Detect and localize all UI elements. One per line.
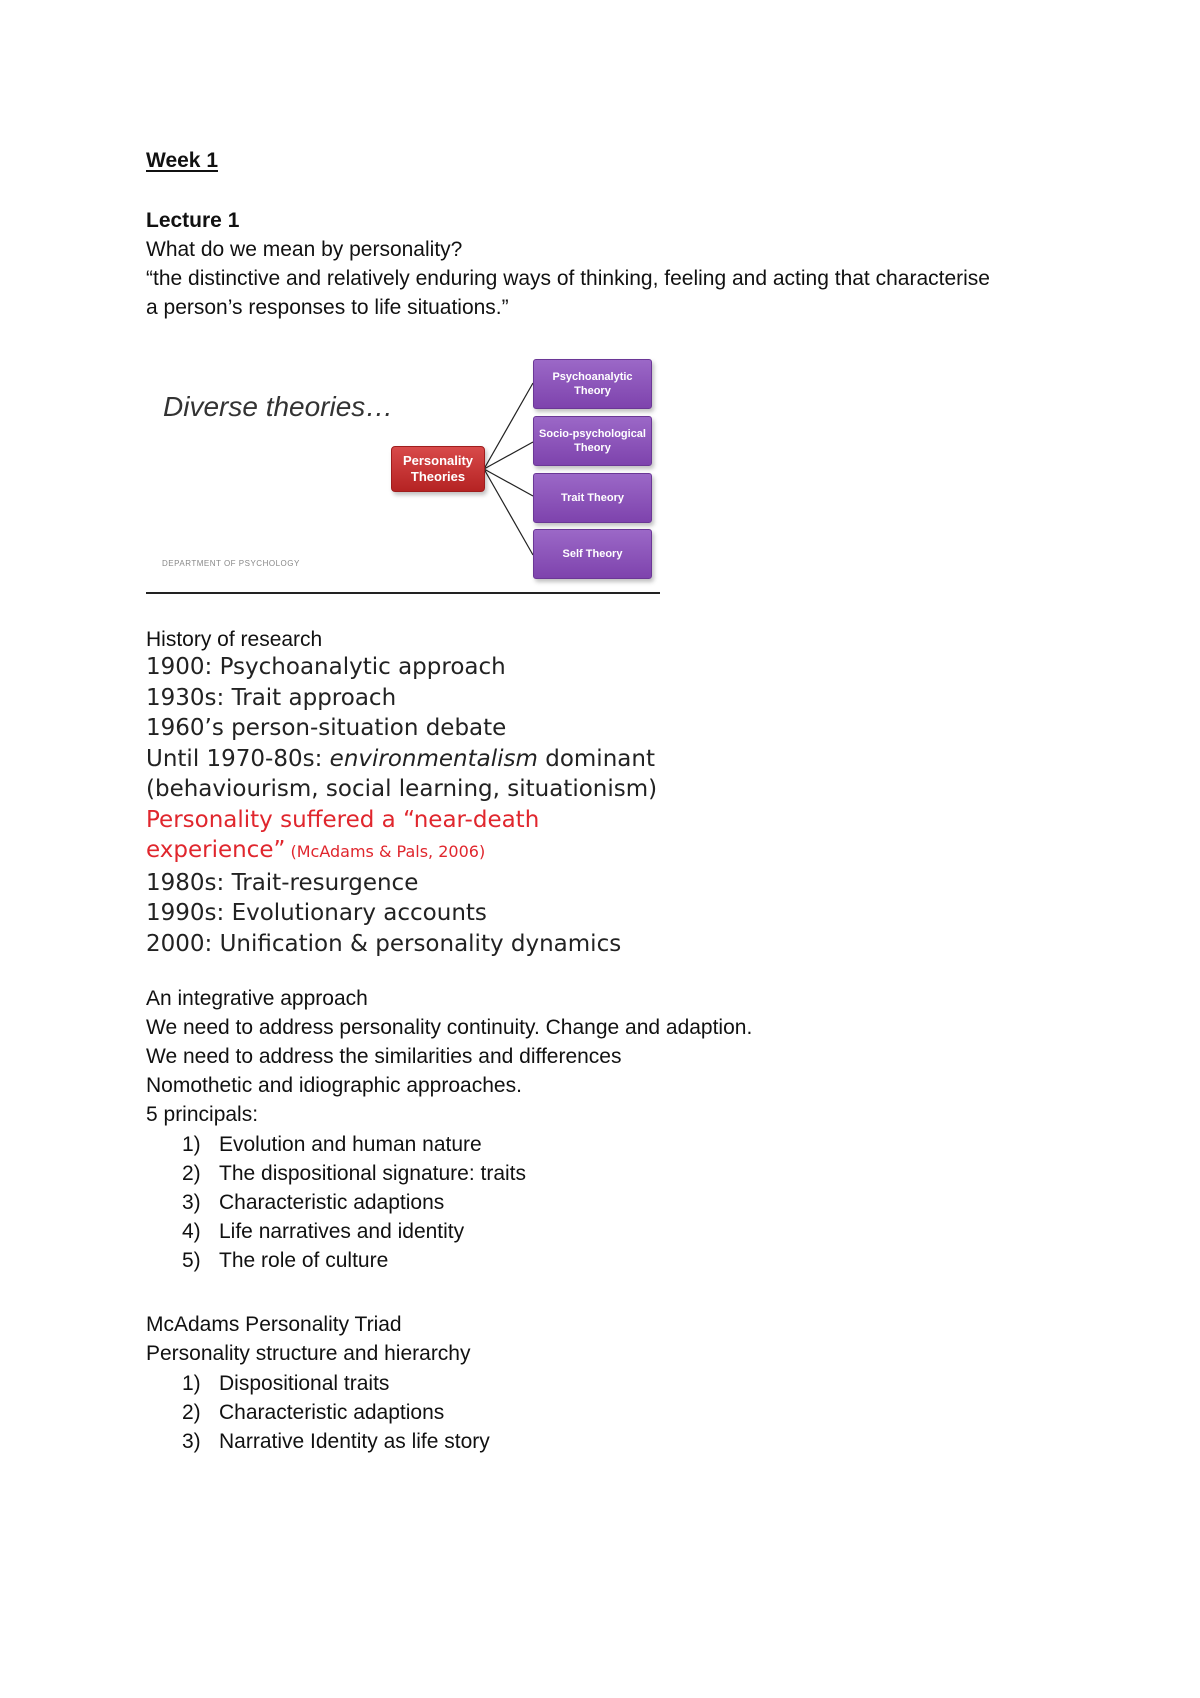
principle-3 — [182, 1188, 444, 1217]
environmentalism-prefix: Until 1970-80s: — [146, 745, 330, 772]
lecture-heading: Lecture 1 — [146, 209, 240, 232]
week-heading: Week 1 — [146, 149, 218, 172]
principle-text: The dispositional signature: traits — [219, 1162, 526, 1185]
principle-text: Evolution and human nature — [219, 1133, 482, 1156]
history-item-1960s: 1960’s person-situation debate — [146, 715, 507, 741]
self-theory-box: Self Theory — [533, 529, 652, 579]
triad-number: 3) — [182, 1430, 201, 1453]
slide-footer: DEPARTMENT OF PSYCHOLOGY — [162, 559, 300, 568]
principle-number: 4) — [182, 1220, 201, 1243]
slide-title: Diverse theories… — [163, 391, 394, 422]
principle-4 — [182, 1217, 464, 1246]
triad-text: Characteristic adaptions — [219, 1401, 445, 1424]
history-item-1990s: 1990s: Evolutionary accounts — [146, 900, 487, 926]
near-death-line-2 — [146, 835, 676, 868]
history-item-1900: 1900: Psychoanalytic approach — [146, 654, 506, 680]
principle-5 — [182, 1246, 388, 1275]
history-item-2000: 2000: Unification & personality dynamics — [146, 930, 622, 957]
principle-number: 1) — [182, 1133, 201, 1156]
environmentalism-suffix: dominant — [537, 745, 655, 772]
principle-text: Life narratives and identity — [219, 1220, 465, 1243]
environmentalism-detail: (behaviourism, social learning, situationism) — [146, 776, 658, 802]
triad-subheading: Personality structure and hierarchy — [146, 1342, 471, 1365]
triad-number: 2) — [182, 1401, 201, 1424]
triad-item-1 — [182, 1369, 389, 1398]
integrative-line-1: We need to address personality continuity. Change and adaption. — [146, 1016, 753, 1039]
principle-number: 3) — [182, 1191, 201, 1214]
principles-heading: 5 principals: — [146, 1103, 259, 1126]
trait-theory-box: Trait Theory — [533, 473, 652, 523]
triad-item-2 — [182, 1398, 444, 1427]
triad-heading: McAdams Personality Triad — [146, 1313, 402, 1336]
near-death-text: experience” — [146, 837, 286, 863]
integrative-line-3: Nomothetic and idiographic approaches. — [146, 1074, 522, 1097]
principle-number: 5) — [182, 1249, 201, 1272]
triad-number: 1) — [182, 1372, 201, 1395]
near-death-line-1: Personality suffered a “near-death — [146, 806, 540, 833]
principle-2 — [182, 1159, 526, 1188]
history-heading: History of research — [146, 628, 323, 651]
theories-slide-image — [146, 348, 660, 594]
integrative-heading: An integrative approach — [146, 987, 368, 1010]
principle-number: 2) — [182, 1162, 201, 1185]
triad-text: Dispositional traits — [219, 1372, 390, 1395]
history-item-environmentalism — [146, 744, 676, 775]
triad-item-3 — [182, 1427, 490, 1456]
definition-line-2: a person’s responses to life situations.” — [146, 296, 509, 319]
triad-text: Narrative Identity as life story — [219, 1430, 490, 1453]
personality-theories-box: Personality Theories — [391, 446, 485, 492]
personality-question: What do we mean by personality? — [146, 238, 463, 261]
principle-1 — [182, 1130, 482, 1159]
definition-line-1: “the distinctive and relatively enduring ways of thinking, feeling and acting that characterise — [146, 267, 990, 290]
principle-text: Characteristic adaptions — [219, 1191, 445, 1214]
near-death-citation: (McAdams & Pals, 2006) — [285, 842, 486, 861]
socio-psychological-theory-box: Socio-psychological Theory — [533, 416, 652, 466]
history-item-1930s: 1930s: Trait approach — [146, 684, 397, 711]
psychoanalytic-theory-box: Psychoanalytic Theory — [533, 359, 652, 409]
integrative-line-2: We need to address the similarities and differences — [146, 1045, 622, 1068]
principle-text: The role of culture — [219, 1249, 389, 1272]
history-item-1980s: 1980s: Trait-resurgence — [146, 869, 419, 896]
environmentalism-emphasis: environmentalism — [329, 745, 538, 772]
history-slide-image — [146, 652, 676, 957]
